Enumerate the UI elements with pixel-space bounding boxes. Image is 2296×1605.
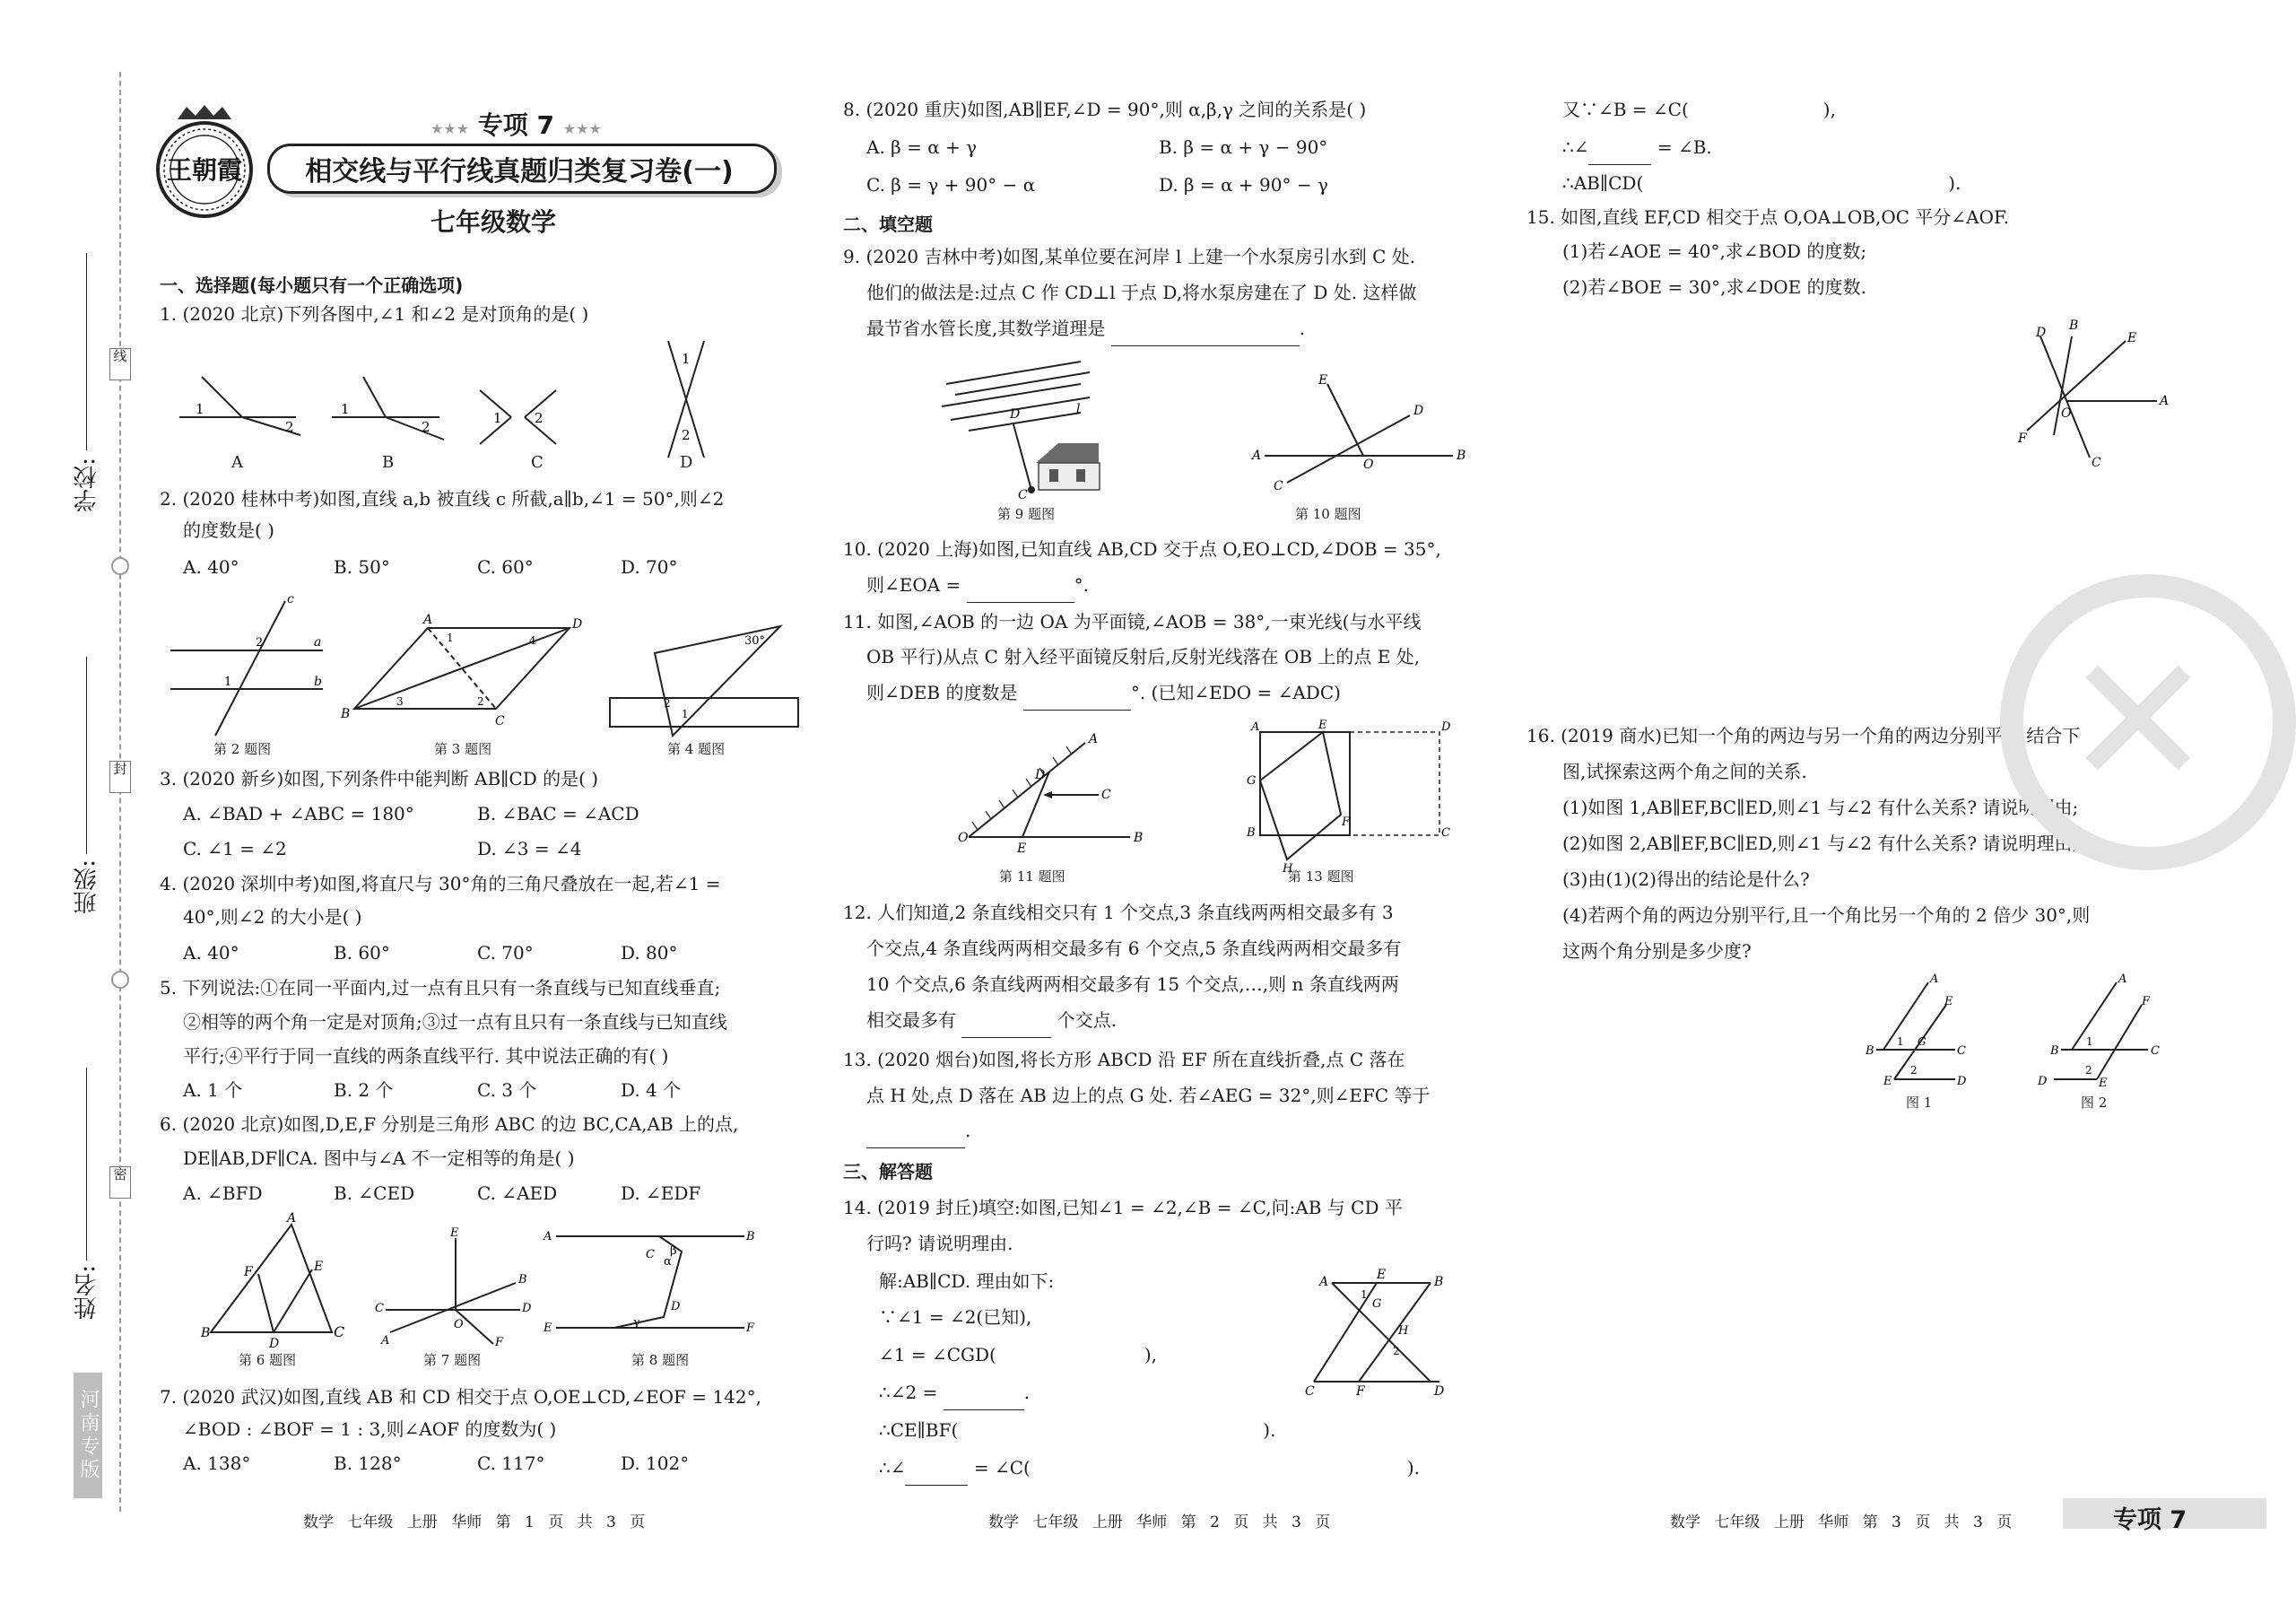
q7-opt-b[interactable]: B. 128°	[334, 1452, 402, 1474]
q6-line2: DE∥AB,DF∥CA. 图中与∠A 不一定相等的角是( )	[183, 1147, 575, 1169]
svg-text:B: B	[1247, 826, 1256, 840]
figures-q9-q10	[933, 357, 1507, 510]
q16-line4: (2)如图 2,AB∥EF,BC∥ED,则∠1 与∠2 有什么关系? 请说明理由;	[1562, 833, 2079, 854]
svg-text:D: D	[1035, 768, 1046, 782]
q13-line3: .	[866, 1112, 970, 1148]
q4-opt-c[interactable]: C. 70°	[477, 942, 534, 964]
svg-text:α: α	[664, 1255, 672, 1269]
q9-line3: 最节省水管长度,其数学道理是 .	[866, 310, 1305, 346]
svg-text:H: H	[1283, 862, 1293, 876]
svg-text:D: D	[269, 1337, 280, 1351]
svg-text:F: F	[1342, 816, 1351, 829]
q4-line1: 4. (2020 深圳中考)如图,将直尺与 30°角的三角尺叠放在一起,若∠1 =	[160, 873, 721, 894]
svg-text:1: 1	[196, 401, 204, 417]
caption-fig-4: 第 4 题图	[667, 741, 726, 757]
q4-opt-d[interactable]: D. 80°	[621, 942, 678, 964]
caption-fig-7: 第 7 题图	[423, 1352, 482, 1368]
q4-opt-a[interactable]: A. 40°	[183, 942, 239, 964]
q14-line2: 行吗? 请说明理由.	[866, 1233, 1013, 1254]
q11-line1: 11. 如图,∠AOB 的一边 OA 为平面镜,∠AOB = 38°,一束光线(与水平线	[843, 611, 1422, 632]
q9-line1: 9. (2020 吉林中考)如图,某单位要在河岸 l 上建一个水泵房引水到 C 处.	[843, 246, 1416, 267]
q5-opt-c[interactable]: C. 3 个	[477, 1079, 537, 1101]
svg-text:B: B	[1134, 831, 1144, 845]
svg-text:1: 1	[493, 410, 502, 426]
footer-page-3: 数学 七年级 上册 华师 第 3 页 共 3 页	[1670, 1513, 2013, 1531]
q5-opt-b[interactable]: B. 2 个	[334, 1079, 394, 1101]
q14-line4: ∵∠1 = ∠2(已知),	[879, 1306, 1032, 1328]
q16-line3: (1)如图 1,AB∥EF,BC∥ED,则∠1 与∠2 有什么关系? 请说明理由;	[1562, 797, 2079, 818]
seal-mark-line: 线	[109, 348, 131, 380]
caption-fig-6: 第 6 题图	[239, 1352, 297, 1368]
svg-text:1: 1	[682, 708, 689, 720]
q14-line3: 解:AB∥CD. 理由如下:	[879, 1270, 1055, 1292]
svg-text:A: A	[1251, 720, 1260, 734]
svg-text:D: D	[1957, 1075, 1967, 1088]
svg-text:D: D	[1434, 1384, 1445, 1399]
svg-text:B: B	[2069, 318, 2079, 333]
svg-text:1: 1	[1361, 1288, 1368, 1301]
svg-text:D: D	[522, 1302, 532, 1315]
svg-text:G: G	[1918, 1035, 1926, 1048]
q8-text: 8. (2020 重庆)如图,AB∥EF,∠D = 90°,则 α,β,γ 之间的关系是( )	[843, 99, 1367, 120]
q5-line3: 平行;④平行于同一直线的两条直线平行. 其中说法正确的有( )	[183, 1045, 669, 1067]
q5-opt-a[interactable]: A. 1 个	[183, 1079, 243, 1101]
q12-line4: 相交最多有 个交点.	[866, 1002, 1117, 1038]
q12-answer-blank[interactable]	[961, 1017, 1051, 1038]
svg-text:C: C	[2092, 456, 2101, 470]
caption-fig-1: 图 1	[1906, 1095, 1933, 1111]
q14-line1: 14. (2019 封丘)填空:如图,已知∠1 = ∠2,∠B = ∠C,问:AB 与 CD 平	[843, 1197, 1403, 1218]
q12-line3: 10 个交点,6 条直线两两相交最多有 15 个交点,…,则 n 条直线两两	[866, 973, 1399, 995]
q16-line2: 图,试探索这两个角之间的关系.	[1562, 761, 1807, 782]
q2-line2: 的度数是( )	[183, 519, 274, 541]
q16-line7: 这两个角分别是多少度?	[1562, 940, 1752, 962]
svg-text:C: C	[334, 1323, 345, 1340]
svg-text:C: C	[1957, 1044, 1966, 1058]
svg-text:30°: 30°	[744, 634, 766, 648]
caption-fig-2: 第 2 题图	[213, 741, 272, 757]
q6-line1: 6. (2020 北京)如图,D,E,F 分别是三角形 ABC 的边 BC,CA,AB 上的点,	[160, 1113, 739, 1135]
school-field[interactable]	[86, 253, 87, 450]
q16-line5: (3)由(1)(2)得出的结论是什么?	[1562, 868, 1810, 890]
svg-text:王朝霞: 王朝霞	[166, 155, 243, 185]
svg-text:D: D	[2036, 326, 2047, 340]
q10-line2: 则∠EOA = °.	[866, 567, 1089, 603]
q11-line3: 则∠DEB 的度数是 °. (已知∠EDO = ∠ADC)	[866, 675, 1341, 711]
svg-text:B: B	[1866, 1044, 1874, 1058]
binding-hole-1	[111, 557, 129, 575]
svg-text:2: 2	[256, 636, 264, 650]
q3-opt-c[interactable]: C. ∠1 = ∠2	[183, 838, 287, 859]
q1-figures	[170, 336, 744, 480]
svg-text:F: F	[746, 1322, 755, 1335]
svg-text:1: 1	[341, 401, 350, 417]
svg-text:E: E	[2127, 331, 2137, 345]
page-title: 相交线与平行线真题归类复习卷(一)	[305, 156, 734, 188]
svg-text:E: E	[1944, 995, 1953, 1008]
watermark-glyph: ✕	[2063, 617, 2213, 826]
q15-line3: (2)若∠BOE = 30°,求∠DOE 的度数.	[1562, 276, 1866, 298]
q7-opt-c[interactable]: C. 117°	[477, 1452, 545, 1474]
q6-opt-b[interactable]: B. ∠CED	[334, 1182, 415, 1204]
figures-q2-q4	[161, 592, 807, 745]
caption-fig-11: 第 11 题图	[999, 868, 1065, 885]
q14-blank-angle3[interactable]	[1588, 144, 1651, 165]
caption-fig-13: 第 13 题图	[1288, 868, 1354, 885]
svg-text:1: 1	[1897, 1035, 1904, 1048]
q1-label-b: B	[382, 453, 395, 472]
q14-line5: ∠1 = ∠CGD( ),	[879, 1344, 1158, 1365]
svg-text:D: D	[1441, 720, 1451, 734]
svg-text:B: B	[1434, 1275, 1444, 1289]
name-field[interactable]	[86, 1068, 87, 1260]
q13-line2: 点 H 处,点 D 落在 AB 边上的点 G 处. 若∠AEG = 32°,则∠EFC 等于	[866, 1085, 1431, 1106]
q14-cont-line1: 又∵∠B = ∠C( ),	[1562, 99, 1836, 120]
svg-text:a: a	[314, 635, 322, 650]
class-field[interactable]	[86, 657, 87, 854]
q14-blank-angle[interactable]	[944, 1390, 1024, 1410]
svg-text:G: G	[1372, 1297, 1382, 1311]
q14-figure	[1305, 1260, 1471, 1399]
q10-answer-blank[interactable]	[967, 582, 1074, 603]
svg-text:C: C	[2151, 1044, 2160, 1058]
svg-text:F: F	[495, 1336, 504, 1349]
svg-text:D: D	[671, 1300, 681, 1313]
svg-text:1: 1	[682, 351, 691, 367]
edition-badge: 河南专版	[74, 1373, 102, 1498]
q3-text: 3. (2020 新乡)如图,下列条件中能判断 AB∥CD 的是( )	[160, 768, 599, 789]
svg-text:A: A	[1319, 1275, 1329, 1289]
q12-line1: 12. 人们知道,2 条直线相交只有 1 个交点,3 条直线两两相交最多有 3	[843, 902, 1394, 923]
svg-text:β: β	[670, 1244, 677, 1258]
svg-text:2: 2	[422, 419, 430, 435]
svg-text:D: D	[2038, 1075, 2048, 1088]
q9-line2: 他们的做法是:过点 C 作 CD⊥l 于点 D,将水泵房建在了 D 处. 这样做	[866, 282, 1417, 303]
q15-figure	[2018, 310, 2179, 471]
svg-text:A: A	[544, 1230, 552, 1243]
q2-opt-d[interactable]: D. 70°	[621, 556, 678, 578]
svg-text:G: G	[1247, 774, 1257, 788]
q3-opt-b[interactable]: B. ∠BAC = ∠ACD	[477, 803, 639, 824]
q5-opt-d[interactable]: D. 4 个	[621, 1079, 682, 1101]
svg-text:F: F	[244, 1265, 253, 1279]
svg-text:C: C	[375, 1302, 384, 1315]
footer-tag: 专项 7	[2113, 1506, 2187, 1534]
svg-text:B: B	[341, 707, 351, 721]
svg-text:D: D	[1413, 404, 1424, 418]
svg-text:A: A	[1089, 732, 1099, 746]
q9-answer-blank[interactable]	[1111, 326, 1300, 346]
svg-text:A: A	[1930, 973, 1939, 986]
seal-mark-seal: 封	[109, 761, 131, 793]
caption-fig-2b: 图 2	[2081, 1095, 2108, 1111]
svg-text:A: A	[2118, 973, 2127, 986]
footer-page-2: 数学 七年级 上册 华师 第 2 页 共 3 页	[988, 1513, 1331, 1531]
svg-text:E: E	[544, 1322, 552, 1335]
svg-text:B: B	[518, 1273, 527, 1287]
class-label: 班级:	[74, 859, 100, 914]
q8-opt-a[interactable]: A. β = α + γ	[866, 136, 978, 158]
svg-text:C: C	[1274, 479, 1283, 493]
svg-text:γ: γ	[633, 1316, 640, 1330]
svg-text:O: O	[454, 1318, 464, 1331]
section-choice: 一、选择题(每小题只有一个正确选项)	[160, 275, 464, 296]
svg-text:2: 2	[682, 427, 691, 443]
q14-blank-angle2[interactable]	[905, 1465, 968, 1486]
q4-opt-b[interactable]: B. 60°	[334, 942, 390, 964]
svg-text:A: A	[287, 1211, 297, 1226]
q1-label-c: C	[531, 453, 544, 472]
svg-text:E: E	[1377, 1268, 1387, 1282]
q7-line2: ∠BOD : ∠BOF = 1 : 3,则∠AOF 的度数为( )	[183, 1418, 557, 1440]
svg-text:C: C	[1305, 1384, 1315, 1399]
svg-text:2: 2	[285, 419, 294, 435]
svg-text:O: O	[2061, 406, 2072, 421]
page-subtitle: 七年级数学	[430, 207, 557, 237]
svg-text:F: F	[2142, 995, 2151, 1008]
svg-text:C: C	[1018, 488, 1028, 502]
q2-opt-c[interactable]: C. 60°	[477, 556, 534, 578]
q6-opt-d[interactable]: D. ∠EDF	[621, 1182, 701, 1204]
svg-text:B: B	[2050, 1044, 2059, 1058]
q14-line7: ∴CE∥BF( ).	[879, 1419, 1276, 1441]
q16-line1: 16. (2019 商水)已知一个角的两边与另一个角的两边分别平行,结合下	[1526, 725, 2081, 746]
q2-line1: 2. (2020 桂林中考)如图,直线 a,b 被直线 c 所截,a∥b,∠1 = 50°,则∠2	[160, 488, 725, 510]
q2-opt-b[interactable]: B. 50°	[334, 556, 390, 578]
svg-text:E: E	[1883, 1075, 1892, 1088]
q7-opt-d[interactable]: D. 102°	[621, 1452, 690, 1474]
caption-fig-8: 第 8 题图	[631, 1352, 690, 1368]
svg-text:2: 2	[535, 410, 544, 426]
svg-text:2: 2	[477, 695, 484, 708]
binding-hole-2	[111, 971, 129, 989]
q10-line1: 10. (2020 上海)如图,已知直线 AB,CD 交于点 O,EO⊥CD,∠DOB = 35°,	[843, 538, 1441, 560]
footer-page-1: 数学 七年级 上册 华师 第 1 页 共 3 页	[303, 1513, 646, 1531]
svg-text:2: 2	[1393, 1345, 1400, 1357]
svg-text:3: 3	[396, 695, 404, 708]
svg-text:2: 2	[664, 697, 671, 710]
q2-opt-a[interactable]: A. 40°	[183, 556, 239, 578]
q13-line1: 13. (2020 烟台)如图,将长方形 ABCD 沿 EF 所在直线折叠,点 C 落在	[843, 1049, 1405, 1070]
svg-text:2: 2	[1910, 1064, 1918, 1077]
svg-text:1: 1	[224, 676, 232, 689]
svg-text:C: C	[1101, 788, 1111, 802]
svg-text:O: O	[1363, 458, 1374, 472]
caption-fig-10: 第 10 题图	[1295, 506, 1361, 522]
section-fill: 二、填空题	[843, 214, 933, 235]
svg-text:H: H	[1398, 1324, 1409, 1338]
q8-opt-c[interactable]: C. β = γ + 90° − α	[866, 174, 1036, 196]
svg-text:b: b	[314, 675, 322, 689]
svg-text:A: A	[423, 613, 433, 627]
school-label: 学校:	[74, 458, 100, 512]
q3-opt-d[interactable]: D. ∠3 = ∠4	[477, 838, 582, 859]
svg-text:F: F	[2018, 432, 2027, 446]
svg-text:E: E	[1017, 842, 1027, 856]
q1-label-d: D	[680, 453, 693, 472]
q13-answer-blank[interactable]	[866, 1128, 965, 1148]
q11-line2: OB 平行)从点 C 射入经平面镜反射后,反射光线落在 OB 上的点 E 处,	[866, 646, 1421, 667]
svg-text:E: E	[450, 1226, 459, 1240]
q6-opt-a[interactable]: A. ∠BFD	[183, 1182, 263, 1204]
q1-label-a: A	[231, 453, 243, 472]
q14-cont-line2: ∴∠ = ∠B.	[1562, 129, 1712, 165]
svg-text:E: E	[2099, 1077, 2108, 1090]
svg-text:A: A	[1252, 449, 1262, 463]
svg-text:1: 1	[2086, 1035, 2093, 1048]
q5-line1: 5. 下列说法:①在同一平面内,过一点有且只有一条直线与已知直线垂直;	[160, 977, 721, 999]
q3-opt-a[interactable]: A. ∠BAD + ∠ABC = 180°	[183, 803, 414, 824]
svg-text:D: D	[572, 617, 583, 632]
q14-line8: ∴∠ = ∠C( ).	[879, 1450, 1420, 1486]
q11-answer-blank[interactable]	[1023, 690, 1131, 711]
svg-text:F: F	[1356, 1384, 1365, 1399]
section-solve: 三、解答题	[843, 1161, 933, 1182]
svg-text:2: 2	[2085, 1064, 2092, 1077]
svg-text:A: A	[381, 1334, 390, 1348]
q4-line2: 40°,则∠2 的大小是( )	[183, 906, 362, 928]
q7-line1: 7. (2020 武汉)如图,直线 AB 和 CD 相交于点 O,OE⊥CD,∠EOF = 142°,	[160, 1386, 761, 1408]
svg-text:E: E	[1318, 719, 1327, 732]
seal-mark-secret: 密	[109, 1166, 131, 1199]
caption-fig-3: 第 3 题图	[434, 741, 492, 757]
q14-cont-line3: ∴AB∥CD( ).	[1562, 172, 1961, 194]
q7-opt-a[interactable]: A. 138°	[183, 1452, 251, 1474]
q15-line2: (1)若∠AOE = 40°,求∠BOD 的度数;	[1562, 240, 1867, 262]
figures-q6-q8	[197, 1211, 771, 1355]
q12-line2: 个交点,4 条直线两两相交最多有 6 个交点,5 条直线两两相交最多有	[866, 938, 1402, 959]
svg-text:D: D	[1010, 407, 1021, 422]
q1-text: 1. (2020 北京)下列各图中,∠1 和∠2 是对顶角的是( )	[160, 303, 589, 325]
svg-text:C: C	[646, 1248, 655, 1261]
svg-text:B: B	[746, 1230, 755, 1243]
name-label: 姓名:	[74, 1265, 100, 1320]
svg-text:O: O	[958, 831, 969, 845]
svg-text:A: A	[2160, 394, 2170, 408]
figures-q11-q13	[942, 716, 1451, 876]
header-tag: ★★★ 专项 7 ★★★	[430, 110, 602, 140]
q15-line1: 15. 如图,直线 EF,CD 相交于点 O,OA⊥OB,OC 平分∠AOF.	[1526, 206, 2010, 228]
svg-text:C: C	[1441, 826, 1450, 840]
q8-opt-b[interactable]: B. β = α + γ − 90°	[1159, 136, 1328, 158]
svg-text:B: B	[201, 1326, 211, 1340]
svg-text:l: l	[1076, 402, 1081, 416]
svg-text:E: E	[1318, 373, 1328, 388]
q5-line2: ②相等的两个角一定是对顶角;③过一点有且只有一条直线与已知直线	[183, 1011, 727, 1033]
caption-fig-9: 第 9 题图	[997, 506, 1056, 522]
q16-figures	[1857, 973, 2179, 1099]
q8-opt-d[interactable]: D. β = α + 90° − γ	[1159, 174, 1328, 196]
q14-line6: ∴∠2 = .	[879, 1374, 1030, 1410]
svg-text:E: E	[314, 1260, 324, 1274]
brand-logo	[151, 103, 258, 222]
svg-text:B: B	[1457, 449, 1466, 463]
svg-text:4: 4	[529, 634, 536, 647]
q16-line6: (4)若两个角的两边分别平行,且一个角比另一个角的 2 倍少 30°,则	[1562, 904, 2091, 926]
q6-opt-c[interactable]: C. ∠AED	[477, 1182, 558, 1204]
svg-text:1: 1	[447, 632, 454, 644]
svg-text:C: C	[495, 714, 505, 728]
svg-text:c: c	[287, 592, 294, 606]
